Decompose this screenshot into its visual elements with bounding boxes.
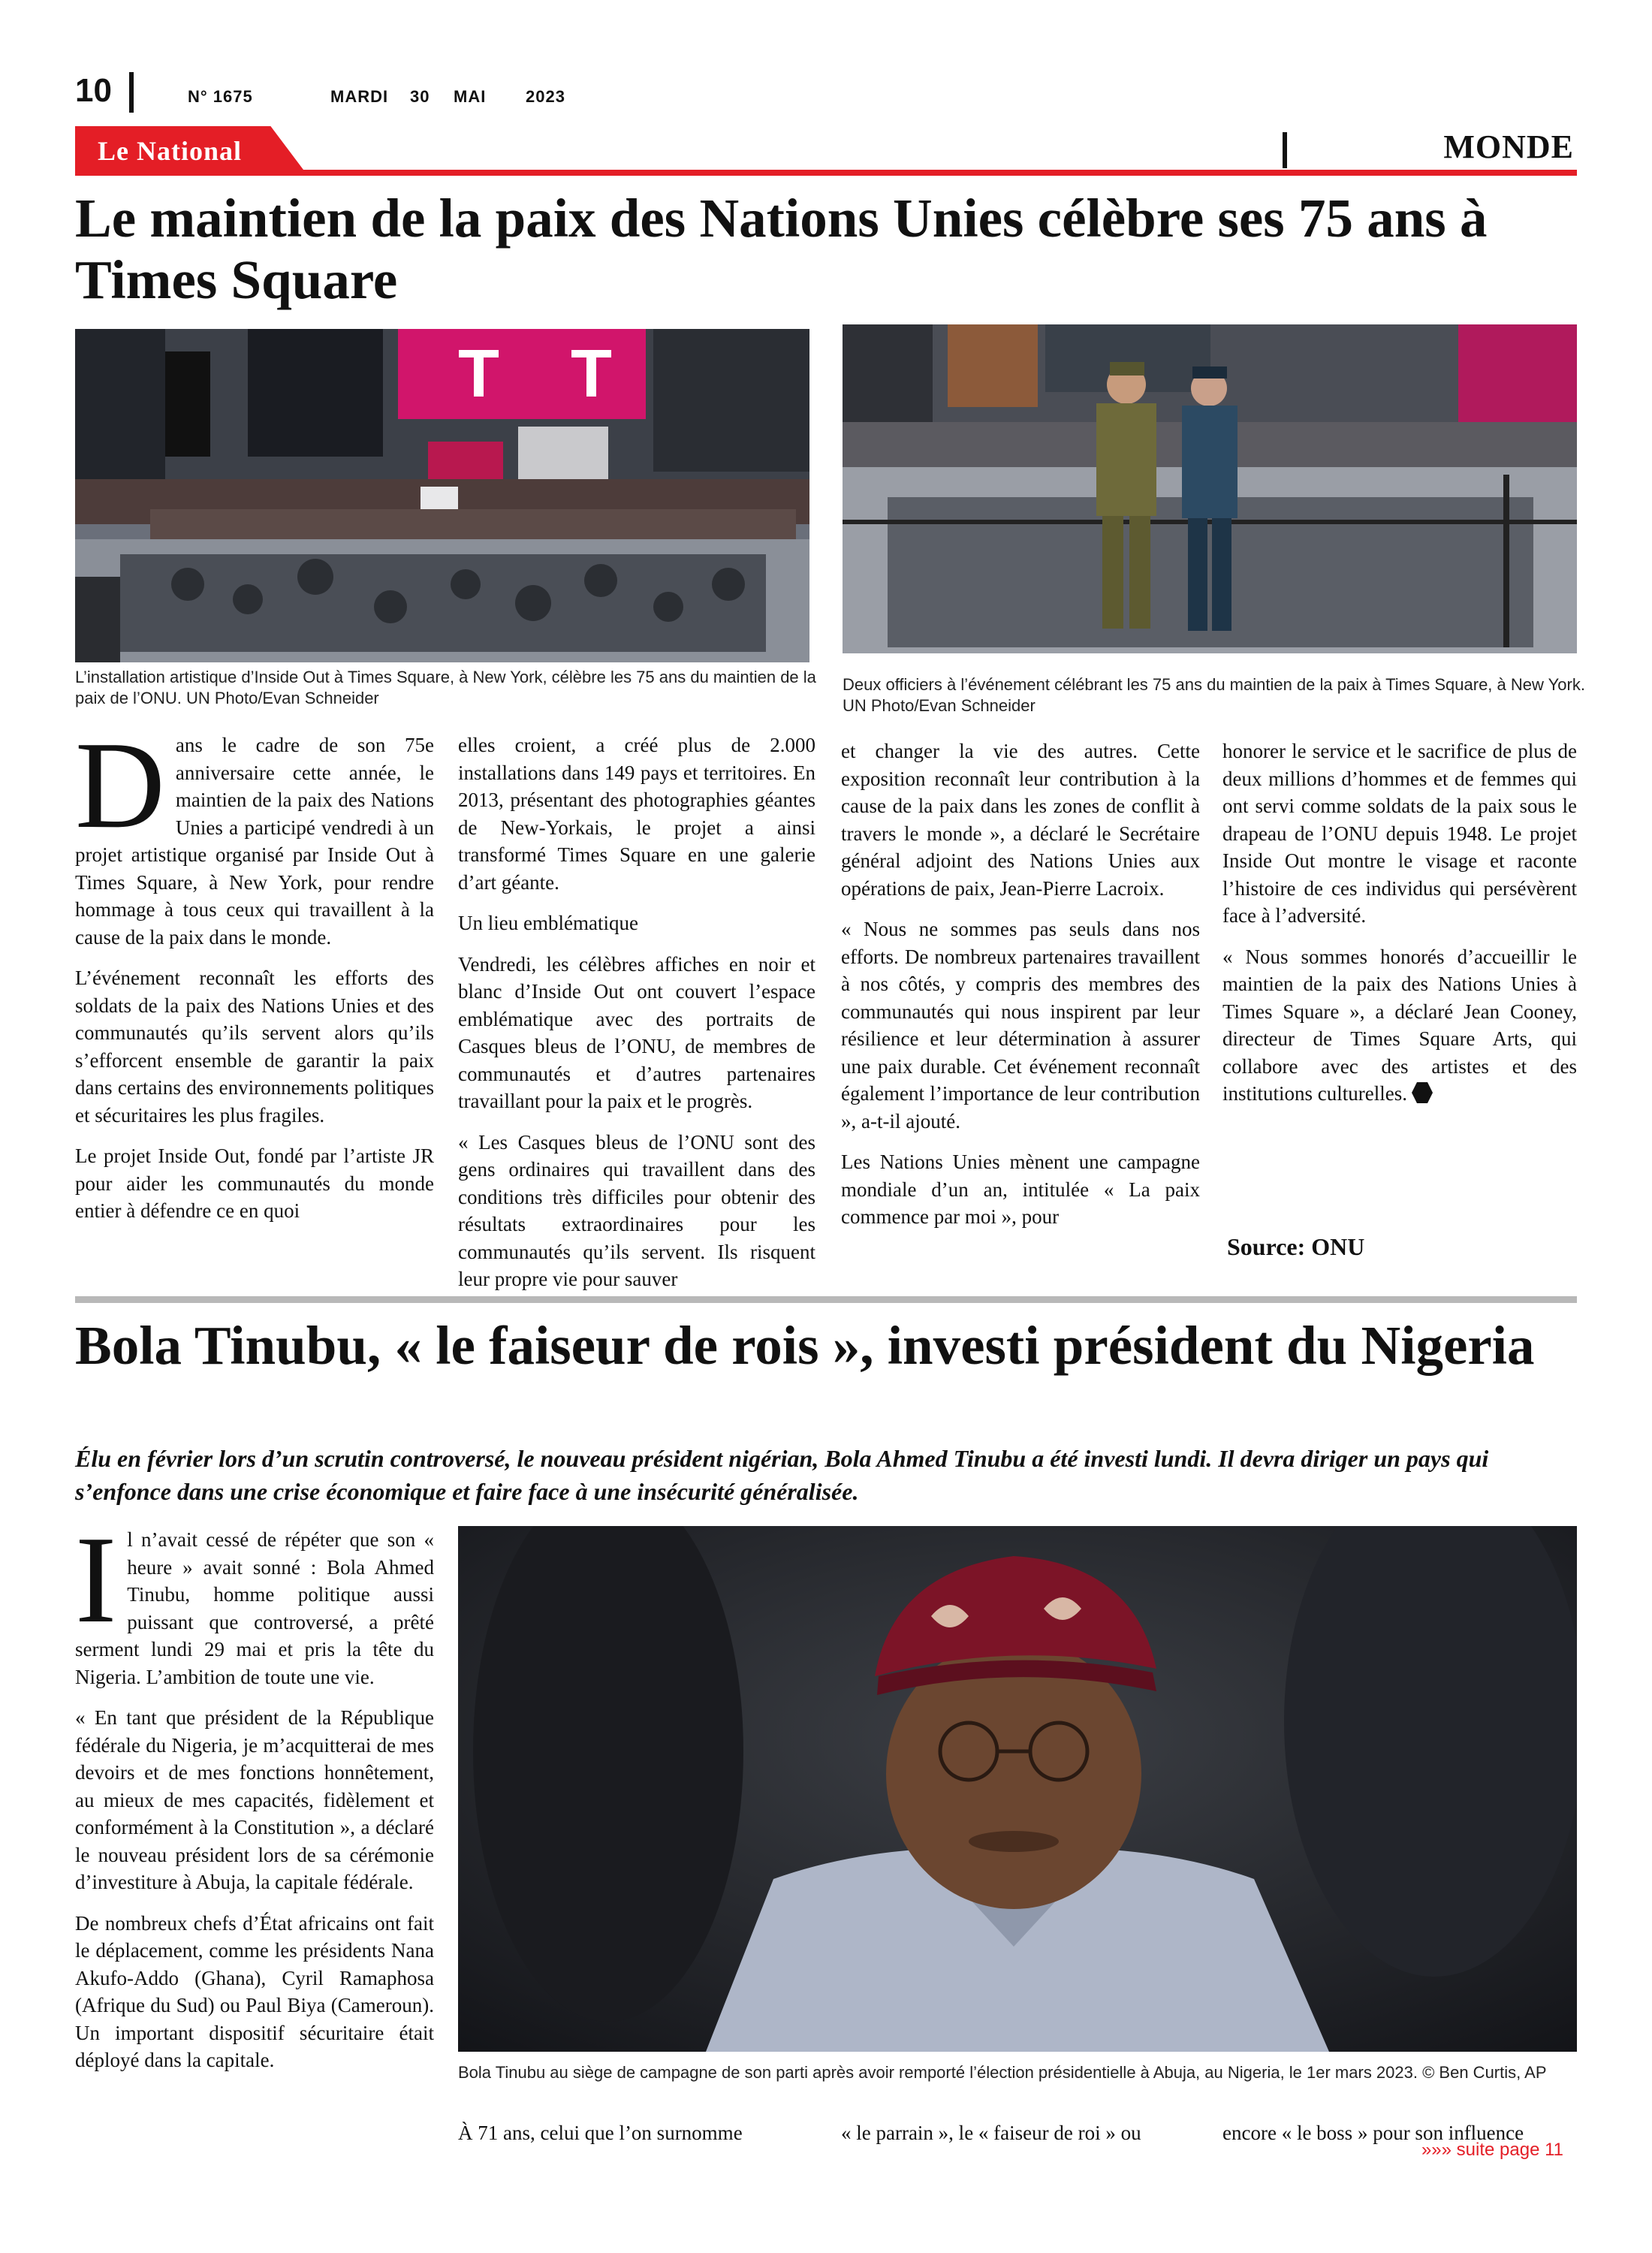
article2-column-2 <box>458 2119 817 2161</box>
svg-text:T: T <box>571 336 612 412</box>
article2-col2-start: À 71 ans, celui que l’on surnomme <box>458 2122 743 2144</box>
article2-photo-caption: Bola Tinubu au siège de campagne de son parti après avoir remporté l’élection présidentielle à Abuja, au Nigeria, le 1er mars 2023. © Ben Curtis, AP <box>458 2063 1547 2082</box>
article2-col1-p1: l n’avait cessé de répéter que son « heure » avait sonné : Bola Ahmed Tinubu, homme politique aussi puissant que controversé, a prêté serment lundi 29 mai et pris la tête du Nigeria. L’ambition de toute une vie. <box>75 1528 434 1688</box>
page-number: 10 <box>75 72 112 109</box>
article2-lead: Élu en février lors d’un scrutin controversé, le nouveau président nigérian, Bola Ahmed Tinubu a été investi lundi. Il devra diriger un pays qui s’enfonce dans une crise économique et faire face à une insécurité généralisée. <box>75 1445 1489 1505</box>
continued-on-page-link[interactable]: »»» suite page 11 <box>1421 2140 1563 2160</box>
officers-photo <box>843 324 1577 653</box>
section-divider <box>1283 132 1287 168</box>
article1-column-4 <box>1222 737 1577 1121</box>
article1-subhead: Un lieu emblématique <box>458 912 638 934</box>
bola-tinubu-portrait-illustration <box>458 1526 1577 2052</box>
article1-column-1 <box>75 716 434 1238</box>
article2-col4-start: encore « le boss » pour son influence <box>1222 2122 1524 2144</box>
bola-tinubu-portrait-photo <box>458 1526 1577 2052</box>
article2-title: Bola Tinubu, « le faiseur de rois », investi président du Nigeria <box>75 1315 1535 1376</box>
issue-year: 2023 <box>526 87 565 106</box>
article1-col2-p2: Vendredi, les célèbres affiches en noir et blanc d’Inside Out ont couvert l’espace emblématique avec des portraits de Casques bleus de l’ONU, de membres de communautés et d’autres partenaires travaillant pour la paix et le progrès. <box>458 952 815 1112</box>
article1-column-2 <box>458 731 815 1307</box>
article1-col3-p1: et changer la vie des autres. Cette exposition reconnaît leur contribution à la cause de la paix dans les zones de conflit à travers le monde », a déclaré le Secrétaire général adjoint des Nations Unies aux opérations de paix, Jean-Pierre Lacroix. <box>841 740 1200 900</box>
article1-photo2-caption: Deux officiers à l’événement célébrant les 75 ans du maintien de la paix à Times Square, à New York. UN Photo/Evan Schneider <box>843 675 1585 715</box>
article1-col1-p2: L’événement reconnaît les efforts des soldats de la paix des Nations Unies et des communautés qu’ils servent alors qu’ils s’efforcent ensemble de garantir la paix dans certains des environnements politiques et sécuritaires les plus fragiles. <box>75 967 434 1126</box>
section-title: MONDE <box>1443 128 1574 165</box>
svg-text:T: T <box>458 336 499 412</box>
article1-col3-p2: « Nous ne sommes pas seuls dans nos efforts. De nombreux partenaires travaillent à nos côtés, y compris des membres des communautés qui nous inspirent par leur résilience et leur détermination à assurer une paix durable. Cet événement reconnaît également l’importance de leur contribution », a-t-il ajouté. <box>841 918 1200 1133</box>
article1-title: Le maintien de la paix des Nations Unies célèbre ses 75 ans à Times Square <box>75 188 1488 310</box>
article1-col4-p1: honorer le service et le sacrifice de plus de deux millions d’hommes et de femmes qui ont servi comme soldats de la paix sous le drapeau de l’ONU depuis 1948. Le projet Inside Out montre le visage et raconte l’histoire de ces individus qui persévèrent face à l’adversité. <box>1222 740 1577 927</box>
article-separator <box>75 1296 1577 1303</box>
times-square-crowd-illustration <box>75 329 809 662</box>
issue-month: MAI <box>454 87 487 106</box>
article2-column-3 <box>841 2119 1200 2161</box>
article2-col3-start: « le parrain », le « faiseur de roi » ou <box>841 2122 1141 2144</box>
header-rule <box>75 170 1577 176</box>
article1-col4-p2: « Nous sommes honorés d’accueillir le maintien de la paix des Nations Unies à Times Square », a déclaré Jean Cooney, directeur de Times Square Arts, qui collabore avec des artistes et des institutions culturelles. <box>1222 945 1577 1105</box>
article2-column-1 <box>75 1510 434 2088</box>
times-square-crowd-photo <box>75 329 809 662</box>
article1-col2-p1: elles croient, a créé plus de 2.000 installations dans 149 pays et territoires. En 2013, présentant des photographies géantes de New-Yorkais, le projet a ainsi transformé Times Square en une galerie d’art géante. <box>458 734 815 894</box>
issue-date: 30 <box>410 87 430 106</box>
article1-source: Source: ONU <box>1227 1233 1365 1260</box>
officers-illustration <box>843 324 1577 653</box>
end-of-article-icon <box>1412 1082 1433 1103</box>
article1-photo1-caption: L’installation artistique d’Inside Out à Times Square, à New York, célèbre les 75 ans du maintien de la paix de l’ONU. UN Photo/Evan Schneider <box>75 668 816 707</box>
article1-column-3 <box>841 737 1200 1244</box>
page-number-divider <box>129 72 134 113</box>
article2-col1-p3: De nombreux chefs d’État africains ont fait le déplacement, comme les présidents Nana Akufo-Addo (Ghana), Cyril Ramaphosa (Afrique du Sud) ou Paul Biya (Cameroun). Un important dispositif sécuritaire était déployé dans la capitale. <box>75 1911 434 2071</box>
issue-day: MARDI <box>330 87 389 106</box>
article1-col2-p3: « Les Casques bleus de l’ONU sont des gens ordinaires qui travaillent dans des conditions très difficiles pour obtenir des résultats extraordinaires pour les communautés qu’ils servent. Ils risquent leur propre vie pour sauver <box>458 1130 815 1290</box>
issue-number: N° 1675 <box>188 87 253 106</box>
article2-dropcap: I <box>75 1510 117 1648</box>
article1-dropcap: D <box>75 716 165 854</box>
article1-col3-p3: Les Nations Unies mènent une campagne mondiale d’un an, intitulée « La paix commence par moi », pour <box>841 1151 1200 1228</box>
article1-col1-p1: ans le cadre de son 75e anniversaire cette année, le maintien de la paix des Nations Unies a participé vendredi à un projet artistique organisé par Inside Out à Times Square, à New York, pour rendre hommage à tous ceux qui travaillent à la cause de la paix dans le monde. <box>75 734 434 949</box>
brand-logo: Le National <box>98 136 243 166</box>
article2-col1-p2: « En tant que président de la République fédérale du Nigeria, je m’acquitterai de mes devoirs et de mes fonctions honnêtement, au mieux de mes capacités, fidèlement et conformément à la Constitution », a déclaré le nouveau président lors de sa cérémonie d’investiture à Abuja, la capitale fédérale. <box>75 1706 434 1893</box>
article1-col1-p3: Le projet Inside Out, fondé par l’artiste JR pour aider les communautés du monde entier à défendre ce en quoi <box>75 1145 434 1222</box>
